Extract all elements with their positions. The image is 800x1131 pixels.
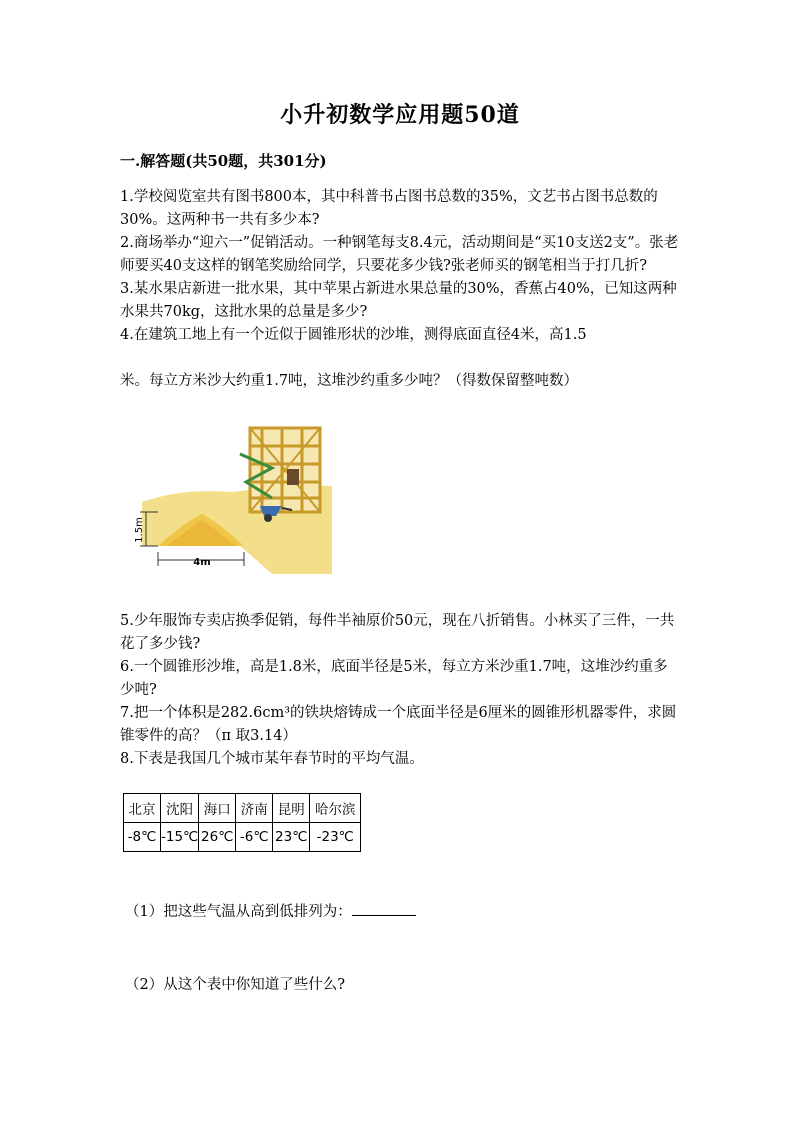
sub-question-1: [125, 900, 416, 921]
city-cell: 哈尔滨: [310, 794, 361, 823]
city-cell: 沈阳: [161, 794, 199, 823]
question-2: 2.商场举办“迎六一”促销活动。一种钢笔每支8.4元，活动期间是“买10支送2支”。张老师要买40支这样的钢笔奖励给同学，只要花多少钱?张老师买的钢笔相当于打几折?: [120, 235, 679, 274]
city-cell: 济南: [236, 794, 273, 823]
question-7: 7.把一个体积是282.6cm³的铁块熔铸成一个底面半径是6厘米的圆锥形机器零件，求圆锥零件的高？（π 取3.14）: [120, 705, 677, 744]
answer-blank[interactable]: [352, 901, 416, 916]
city-row: [124, 794, 361, 823]
question-4: 4.在建筑工地上有一个近似于圆锥形状的沙堆，测得底面直径4米，高1.5: [120, 327, 587, 343]
city-cell: 北京: [124, 794, 161, 823]
city-cell: 海口: [199, 794, 236, 823]
question-8: 8.下表是我国几个城市某年春节时的平均气温。: [120, 751, 424, 767]
questions-1-4: [120, 186, 680, 347]
temp-cell: 26℃: [199, 823, 236, 852]
questions-5-8: [120, 610, 680, 771]
width-label: 4m: [193, 557, 211, 568]
section-heading: 一.解答题(共50题，共301分): [120, 152, 327, 170]
question-3: 3.某水果店新进一批水果，其中苹果占新进水果总量的30%，香蕉占40%，已知这两种水果共70kg，这批水果的总量是多少?: [120, 281, 677, 320]
question-6: 6.一个圆锥形沙堆，高是1.8米，底面半径是5米，每立方米沙重1.7吨，这堆沙约重多少吨?: [120, 659, 668, 698]
city-cell: 昆明: [273, 794, 310, 823]
sub-question-2: （2）从这个表中你知道了些什么?: [125, 977, 345, 993]
sand-pile-figure: [122, 424, 332, 574]
temperature-table: [123, 793, 361, 852]
question-4-continued: 米。每立方米沙大约重1.7吨，这堆沙约重多少吨？（得数保留整吨数）: [120, 373, 579, 389]
temp-cell: 23℃: [273, 823, 310, 852]
scaffold-building: [250, 428, 320, 512]
temp-cell: -6℃: [236, 823, 273, 852]
temp-cell: -8℃: [124, 823, 161, 852]
sub-question-1-text: （1）把这些气温从高到低排列为：: [125, 904, 352, 920]
temp-row: [124, 823, 361, 852]
building-window: [287, 469, 299, 485]
page-title: 小升初数学应用题50道: [280, 102, 520, 128]
temp-cell: -23℃: [310, 823, 361, 852]
temp-cell: -15℃: [161, 823, 199, 852]
question-1: 1.学校阅览室共有图书800本，其中科普书占图书总数的35%，文艺书占图书总数的30%。这两种书一共有多少本?: [120, 189, 658, 228]
question-5: 5.少年服饰专卖店换季促销，每件半袖原价50元，现在八折销售。小林买了三件，一共花了多少钱?: [120, 613, 675, 652]
height-label: 1.5m: [134, 517, 145, 543]
